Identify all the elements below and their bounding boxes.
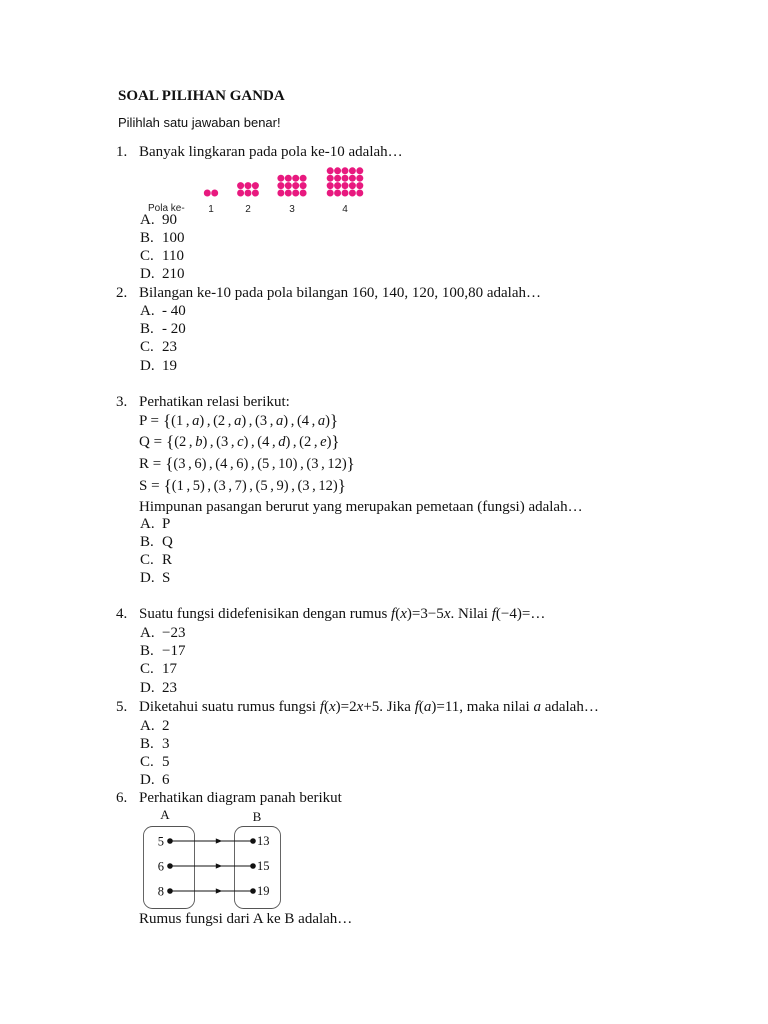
option-value: 210 [162, 266, 185, 282]
option-b [140, 229, 185, 247]
pattern-number-label: 1 [208, 204, 214, 215]
question-number: 4. [116, 606, 128, 622]
circle-dot [237, 190, 244, 197]
math-variable: c [237, 434, 244, 450]
relation-label: Q = [139, 434, 163, 450]
page-title: SOAL PILIHAN GANDA [118, 88, 285, 104]
relation-s [139, 476, 346, 496]
option-a [140, 515, 170, 533]
option-letter: C. [140, 552, 154, 568]
option-a [140, 211, 177, 229]
option-value: Q [162, 534, 173, 550]
option-letter: B. [140, 534, 154, 550]
set-brace: } [346, 454, 355, 473]
option-value: −17 [162, 643, 186, 659]
circle-dot [327, 190, 334, 197]
domain-point [167, 838, 173, 844]
option-letter: D. [140, 358, 155, 374]
option-value: 17 [162, 661, 177, 677]
arrowhead-icon [216, 888, 223, 893]
option-d [140, 357, 177, 375]
set-a-label: A [160, 807, 170, 822]
option-c [140, 338, 177, 356]
math-variable: a [533, 699, 541, 715]
question-number: 6. [116, 790, 128, 806]
pattern-2-dots [237, 182, 259, 196]
option-d [140, 569, 170, 587]
question-number: 3. [116, 394, 128, 410]
option-b [140, 533, 173, 551]
relation-set: {(1 , a) , (2 , a) , (3 , a) , (4 , a)} [163, 411, 339, 430]
option-value: 6 [162, 772, 170, 788]
option-value: 90 [162, 212, 177, 228]
math-variable: e [320, 434, 327, 450]
set-brace: } [331, 432, 340, 451]
question-prompt: Himpunan pasangan berurut yang merupakan pemetaan (fungsi) adalah… [139, 499, 583, 515]
option-letter: B. [140, 736, 154, 752]
relation-label: S = [139, 478, 160, 494]
option-letter: B. [140, 230, 154, 246]
question-text: . Jika [379, 699, 415, 715]
circle-dot [327, 182, 334, 189]
set-brace: { [166, 432, 175, 451]
math-variable: x [356, 699, 364, 715]
option-value: - 40 [162, 303, 186, 319]
option-c [140, 660, 177, 678]
option-letter: C. [140, 248, 154, 264]
question-text: Diketahui suatu rumus fungsi [139, 699, 320, 715]
set-brace: } [330, 411, 339, 430]
option-d [140, 771, 170, 789]
question-number: 1. [116, 144, 128, 160]
codomain-value: 13 [257, 834, 270, 848]
option-letter: D. [140, 772, 155, 788]
circle-dot [342, 190, 349, 197]
circle-dot [356, 190, 363, 197]
circle-dot [356, 175, 363, 182]
math-variable: a [275, 413, 284, 429]
option-letter: D. [140, 266, 155, 282]
circle-dot [252, 182, 259, 189]
set-b-label: B [252, 809, 262, 824]
circle-dot [292, 190, 299, 197]
function-formula: f(x)=3−5x [391, 606, 451, 622]
math-variable: f [319, 699, 324, 715]
circle-dot [292, 182, 299, 189]
math-variable: x [443, 606, 451, 622]
circle-dot [245, 190, 252, 197]
circle-dot [356, 167, 363, 174]
question-4 [116, 605, 545, 623]
option-letter: C. [140, 754, 154, 770]
circle-dot [292, 175, 299, 182]
option-value: 23 [162, 339, 177, 355]
option-value: −23 [162, 625, 186, 641]
circle-dot [342, 182, 349, 189]
variable [533, 699, 541, 715]
arrowhead-icon [216, 863, 223, 868]
question-2 [116, 284, 541, 302]
relation-p [139, 411, 338, 431]
domain-value: 6 [157, 859, 164, 874]
question-text: Banyak lingkaran pada pola ke-10 adalah… [139, 144, 403, 160]
option-letter: C. [140, 661, 154, 677]
circle-dot [285, 182, 292, 189]
circle-dot [342, 167, 349, 174]
circle-dot [327, 175, 334, 182]
option-value: - 20 [162, 321, 186, 337]
codomain-value: 19 [257, 884, 270, 898]
relation-label: R = [139, 456, 162, 472]
option-b [140, 320, 186, 338]
question-3 [116, 393, 290, 411]
option-letter: B. [140, 643, 154, 659]
circle-dot [285, 175, 292, 182]
circle-dot [349, 167, 356, 174]
math-variable: f [491, 606, 496, 622]
option-value: R [162, 552, 173, 568]
pattern-4-dots [327, 167, 364, 196]
circle-dot [237, 182, 244, 189]
codomain-value: 15 [257, 859, 270, 873]
circle-dot [245, 182, 252, 189]
circle-dot [211, 190, 218, 197]
question-5 [116, 698, 599, 716]
option-letter: A. [140, 303, 155, 319]
set-brace: { [163, 411, 172, 430]
question-text: adalah… [540, 699, 599, 715]
relation-set: {(2 , b) , (3 , c) , (4 , d) , (2 , e)} [166, 432, 340, 451]
option-letter: B. [140, 321, 154, 337]
math-variable: b [195, 434, 203, 450]
circle-dot [204, 190, 211, 197]
relation-set: {(1 , 5) , (3 , 7) , (5 , 9) , (3 , 12)} [163, 476, 346, 495]
option-value: 5 [162, 754, 170, 770]
math-variable: a [234, 413, 242, 429]
option-value: 23 [162, 680, 177, 696]
option-d [140, 265, 185, 283]
math-variable: x [329, 699, 336, 715]
pattern-number-label: 3 [289, 204, 295, 215]
circle-dot [300, 182, 307, 189]
circle-dot [356, 182, 363, 189]
set-brace: { [163, 476, 172, 495]
circle-dot [285, 190, 292, 197]
codomain-point [250, 888, 256, 894]
option-letter: C. [140, 339, 154, 355]
circle-dot [300, 175, 307, 182]
pattern-3-dots [277, 175, 306, 197]
question-followup: Rumus fungsi dari A ke B adalah… [139, 911, 353, 927]
relation-label: P = [139, 413, 159, 429]
option-a [140, 624, 185, 642]
question-text: Perhatikan relasi berikut: [139, 394, 290, 410]
circle-dot [349, 175, 356, 182]
option-value: 2 [162, 718, 170, 734]
option-b [140, 735, 170, 753]
set-brace: { [165, 454, 174, 473]
circle-dot [277, 175, 284, 182]
circle-dot [349, 190, 356, 197]
relation-r [139, 454, 355, 474]
circle-dot [300, 190, 307, 197]
circle-dot [327, 167, 334, 174]
function-formula: f(x)=2x+5 [319, 699, 380, 715]
option-letter: D. [140, 570, 155, 586]
domain-point [167, 888, 173, 894]
option-letter: D. [140, 680, 155, 696]
set-brace: } [337, 476, 346, 495]
circle-dot [277, 190, 284, 197]
question-number: 2. [116, 285, 128, 301]
function-expression: f(a)=11 [414, 699, 460, 715]
circle-dot [342, 175, 349, 182]
function-expression: f(−4)=… [491, 606, 546, 622]
option-a [140, 302, 186, 320]
option-value: 110 [162, 248, 184, 264]
question-text: Perhatikan diagram panah berikut [139, 790, 342, 806]
relation-set: {(3 , 6) , (4 , 6) , (5 , 10) , (3 , 12)} [165, 454, 355, 473]
math-variable: a [192, 413, 200, 429]
option-c [140, 753, 170, 771]
option-a [140, 717, 170, 735]
option-d [140, 679, 177, 697]
math-variable: f [391, 606, 396, 622]
option-c [140, 551, 172, 569]
pattern-prefix-label: Pola ke- [148, 203, 185, 214]
pattern-number-label: 2 [245, 204, 251, 215]
circle-dot [349, 182, 356, 189]
option-value: 3 [162, 736, 170, 752]
domain-value: 8 [157, 884, 164, 899]
circle-dot [334, 167, 341, 174]
option-b [140, 642, 185, 660]
option-letter: A. [140, 516, 155, 532]
question-text: Bilangan ke-10 pada pola bilangan 160, 140, 120, 100,80 adalah… [139, 285, 541, 301]
arrowhead-icon [216, 838, 223, 843]
domain-point [167, 863, 173, 869]
question-1 [116, 143, 403, 161]
option-letter: A. [140, 212, 155, 228]
instruction-text: Pilihlah satu jawaban benar! [118, 115, 281, 130]
pattern-1-dots [204, 190, 218, 197]
option-value: 19 [162, 358, 177, 374]
math-variable: a [317, 413, 326, 429]
codomain-point [250, 838, 256, 844]
arrow-diagram [140, 805, 290, 909]
circle-dot [334, 175, 341, 182]
relation-q [139, 432, 340, 452]
circle-dot [277, 182, 284, 189]
pattern-number-label: 4 [342, 204, 348, 215]
domain-value: 5 [157, 834, 164, 849]
question-text: Suatu fungsi didefenisikan dengan rumus [139, 606, 392, 622]
math-variable: f [414, 699, 419, 715]
option-value: 100 [162, 230, 185, 246]
question-text: , maka nilai [459, 699, 534, 715]
option-c [140, 247, 184, 265]
circle-dot [334, 182, 341, 189]
question-number: 5. [116, 699, 128, 715]
circle-dot [252, 190, 259, 197]
option-letter: A. [140, 718, 155, 734]
option-value: S [162, 570, 171, 586]
math-variable: x [400, 606, 407, 622]
math-variable: d [278, 434, 286, 450]
circle-dot [334, 190, 341, 197]
option-value: P [162, 516, 171, 532]
codomain-point [250, 863, 256, 869]
math-variable: a [423, 699, 432, 715]
option-letter: A. [140, 625, 155, 641]
question-text: . Nilai [450, 606, 492, 622]
